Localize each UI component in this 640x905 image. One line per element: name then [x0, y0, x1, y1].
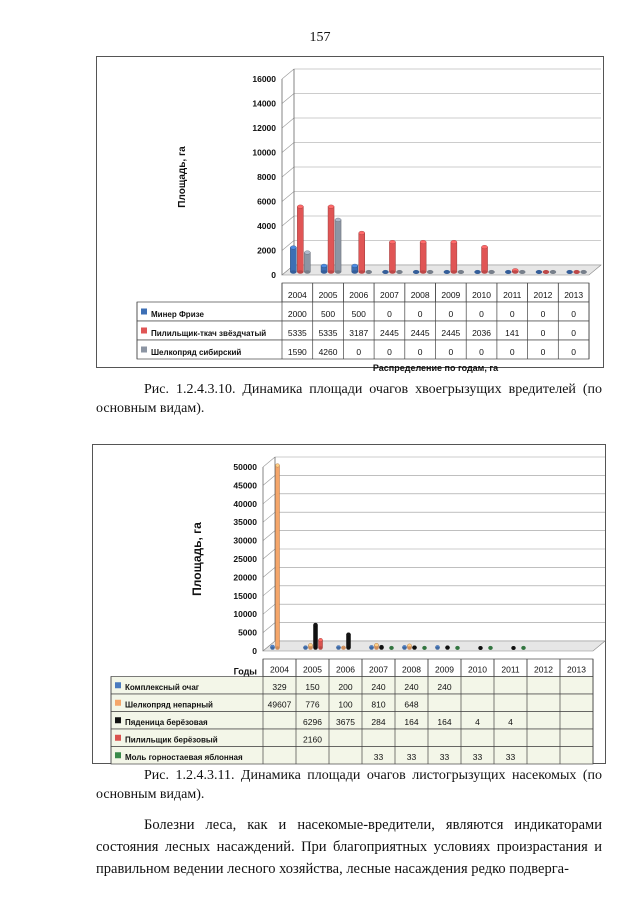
legend-label: Шелкопряд непарный	[125, 700, 213, 710]
table-cell: 0	[509, 309, 515, 319]
table-cell: 33	[472, 752, 483, 762]
bar-base	[396, 270, 402, 274]
y-tick-label: 16000	[252, 74, 276, 84]
bar-top	[451, 240, 457, 244]
y-tick-label: 12000	[252, 123, 276, 133]
table-cell: 648	[404, 699, 419, 710]
bar-top	[335, 218, 341, 222]
bar-top	[328, 205, 334, 209]
table-cell: 3187	[349, 328, 369, 338]
gridline-depth	[263, 567, 275, 577]
bar-base	[581, 270, 587, 274]
figure1-caption-text: Рис. 1.2.4.3.10. Динамика площади очагов хвоегрызущих вредителей (по основным видам).	[96, 382, 602, 416]
x-category-label: 2013	[567, 664, 586, 675]
x-category-label: 2009	[441, 290, 461, 300]
table-cell: 33	[505, 752, 516, 762]
table-cell: 0	[387, 347, 392, 357]
x-category-label: 2010	[468, 664, 487, 675]
bar-base	[482, 270, 488, 274]
bar-top	[297, 205, 303, 209]
table-cell: 0	[540, 347, 546, 357]
bar-base	[423, 646, 427, 650]
table-cell: 240	[404, 682, 419, 692]
table-cell: 2160	[303, 734, 322, 745]
x-category-label: 2013	[564, 290, 584, 300]
bar-base	[512, 270, 518, 274]
bar-base	[276, 646, 280, 650]
x-category-label: 2012	[534, 664, 553, 675]
legend-swatch	[115, 717, 121, 723]
table-cell: 0	[356, 347, 362, 357]
gridline-depth	[263, 549, 275, 559]
bar-base	[370, 646, 374, 650]
x-category-label: 2007	[379, 290, 399, 300]
gridline-depth	[263, 457, 275, 467]
bar-top	[352, 264, 358, 268]
table-cell: 0	[387, 309, 392, 319]
table-cell: 284	[371, 717, 386, 727]
y-tick-label: 6000	[257, 196, 276, 207]
y-tick-label: 35000	[233, 517, 257, 528]
bar-top	[290, 246, 296, 250]
figure1-caption	[96, 380, 602, 418]
table-cell: 0	[417, 347, 423, 357]
y-tick-label: 2000	[257, 245, 276, 256]
bar-base	[413, 270, 419, 274]
table-cell: 4260	[318, 347, 338, 357]
table-cell: 6296	[303, 717, 322, 727]
legend-label: Шелкопряд сибирский	[151, 348, 242, 357]
table-cell: 49607	[267, 699, 292, 710]
table-cell: 0	[417, 309, 423, 319]
bar-base	[359, 270, 365, 274]
bar-base	[446, 646, 450, 650]
bar-top	[319, 638, 323, 642]
gridline-depth	[263, 586, 275, 596]
y-tick-label: 15000	[233, 590, 257, 601]
x-category-label: 2006	[349, 290, 369, 300]
bar-base	[382, 270, 388, 274]
legend-label: Минер Фризе	[151, 310, 204, 319]
page-number: 157	[309, 30, 331, 45]
table-cell: 3675	[336, 717, 355, 727]
x-category-label: 2011	[501, 664, 520, 675]
y-axis-title: Площадь, га	[190, 522, 204, 596]
y-tick-label: 5000	[238, 627, 257, 638]
table-cell: 141	[505, 328, 520, 338]
x-category-label: 2009	[435, 664, 454, 675]
table-cell: 100	[338, 699, 353, 710]
bar-base	[489, 270, 495, 274]
x-axis-title: Годы	[233, 666, 257, 677]
table-cell: 329	[272, 682, 287, 692]
bar-base	[321, 270, 327, 274]
table-cell: 0	[448, 309, 454, 319]
bar-top	[359, 231, 365, 235]
y-tick-label: 50000	[233, 462, 257, 472]
table-cell: 2445	[379, 328, 399, 338]
table-cell: 240	[437, 682, 452, 692]
legend-swatch	[141, 309, 147, 315]
bar-base	[543, 270, 549, 274]
bar-base	[342, 646, 346, 650]
bar-base	[413, 646, 417, 650]
table-cell: 4	[475, 717, 480, 727]
x-category-label: 2012	[533, 290, 553, 300]
x-category-label: 2004	[287, 290, 307, 300]
bar-top	[420, 240, 426, 244]
table-cell: 0	[571, 347, 577, 357]
y-tick-label: 0	[271, 270, 276, 280]
gridline-depth	[263, 494, 275, 504]
y-tick-label: 14000	[252, 98, 276, 109]
figure2-caption	[96, 766, 602, 804]
legend-swatch	[115, 700, 121, 706]
bar-top	[304, 251, 310, 255]
bar-base	[536, 270, 542, 274]
table-cell: 5335	[318, 328, 338, 338]
bar-base	[522, 646, 526, 650]
table-cell: 240	[371, 682, 386, 692]
bar-base	[304, 270, 310, 274]
gridline-depth	[263, 604, 275, 614]
table-cell: 776	[305, 699, 320, 710]
bar-base	[456, 646, 460, 650]
bar	[359, 233, 365, 272]
bar-base	[479, 646, 483, 650]
y-tick-label: 10000	[233, 609, 257, 620]
x-axis-title: Распределение по годам, га	[372, 363, 499, 373]
bar-base	[427, 270, 433, 274]
table-cell: 2445	[441, 328, 461, 338]
y-tick-label: 4000	[257, 221, 276, 231]
table-cell: 500	[320, 309, 336, 319]
table-cell: 0	[509, 347, 515, 357]
table-cell: 0	[479, 347, 484, 357]
y-tick-label: 10000	[252, 147, 276, 158]
bar	[389, 242, 395, 272]
table-cell: 0	[571, 309, 577, 319]
bar-base	[366, 270, 372, 274]
x-category-label: 2011	[503, 290, 522, 300]
table-cell: 2445	[410, 328, 430, 338]
x-category-label: 2004	[270, 664, 289, 675]
legend-label: Пяденица берёзовая	[125, 718, 208, 727]
gridline-depth	[282, 69, 294, 79]
table-cell: 810	[371, 699, 386, 710]
bar-base	[420, 270, 426, 274]
bar-top	[276, 464, 280, 468]
table-cell: 0	[479, 309, 484, 319]
table-cell: 0	[448, 347, 454, 357]
x-category-label: 2005	[303, 664, 322, 675]
y-tick-label: 40000	[233, 498, 257, 509]
gridline-depth	[282, 94, 294, 104]
table-cell: 164	[437, 717, 452, 727]
y-tick-label: 20000	[233, 572, 257, 583]
gridline-depth	[282, 167, 294, 177]
x-category-label: 2008	[402, 664, 421, 675]
x-category-label: 2006	[336, 664, 355, 675]
legend-label: Пилильщик-ткач звёздчатый	[151, 329, 267, 338]
legend-swatch	[115, 735, 121, 741]
body-paragraph-text: Болезни леса, как и насекомые-вредители, являются индикаторами состояния лесных насаждений. При благоприятных условиях произрастания и правильном ведении лесного хозяйства, лесные насаждения редко подверга-	[96, 817, 602, 877]
legend-swatch	[115, 682, 121, 688]
table-cell: 0	[540, 309, 546, 319]
table-cell: 2036	[472, 328, 492, 338]
table-cell: 1590	[287, 347, 307, 357]
bar-base	[319, 646, 323, 650]
table-cell: 33	[406, 752, 417, 762]
x-category-label: 2010	[472, 290, 492, 300]
bar-base	[444, 270, 450, 274]
bar-base	[347, 646, 351, 650]
bar-base	[297, 270, 303, 274]
bar-base	[314, 646, 318, 650]
table-cell: 0	[540, 328, 546, 338]
table-cell: 0	[571, 328, 577, 338]
bar	[482, 247, 488, 272]
table-cell: 164	[404, 717, 419, 727]
table-cell: 2000	[287, 309, 307, 319]
bar-base	[271, 646, 275, 650]
table-cell: 200	[338, 682, 353, 692]
bar-base	[458, 270, 464, 274]
y-tick-label: 0	[252, 646, 257, 656]
legend-label: Комплексный очаг	[125, 683, 200, 692]
gridline-depth	[263, 531, 275, 541]
bar-base	[337, 646, 341, 650]
bar-base	[519, 270, 525, 274]
legend-swatch	[141, 347, 147, 353]
bar	[290, 248, 296, 273]
y-tick-label: 45000	[233, 480, 257, 491]
bar-base	[380, 646, 384, 650]
table-cell: 4	[508, 717, 513, 727]
bar	[304, 253, 310, 272]
y-tick-label: 25000	[233, 554, 257, 564]
gridline-depth	[282, 143, 294, 153]
bar-base	[375, 646, 379, 650]
bar-base	[567, 270, 573, 274]
figure2-chart	[92, 444, 606, 764]
bar-top	[314, 623, 318, 627]
gridline-depth	[282, 118, 294, 128]
bar	[297, 207, 303, 272]
bar	[276, 465, 280, 648]
bar-base	[290, 270, 296, 274]
bar-base	[390, 646, 394, 650]
bar	[420, 242, 426, 272]
bar-base	[436, 646, 440, 650]
table-cell: 500	[351, 309, 366, 319]
bar-base	[335, 270, 341, 274]
bar-base	[309, 646, 313, 650]
figure1-svg	[97, 57, 603, 373]
table-cell: 33	[373, 752, 384, 762]
bar-base	[505, 270, 511, 274]
bar-base	[304, 646, 308, 650]
bar	[335, 220, 341, 272]
body-paragraph	[96, 814, 602, 880]
bar-base	[489, 646, 493, 650]
table-cell: 33	[439, 752, 450, 762]
bar-base	[328, 270, 334, 274]
bar-base	[451, 270, 457, 274]
gridline-depth	[282, 216, 294, 226]
bar-base	[389, 270, 395, 274]
legend-label: Пилильщик берёзовый	[125, 735, 218, 745]
legend-swatch	[115, 752, 121, 758]
bar-top	[321, 264, 327, 268]
x-category-label: 2005	[318, 290, 338, 300]
figure2-svg	[93, 445, 605, 763]
gridline-depth	[282, 192, 294, 202]
bar-base	[512, 646, 516, 650]
bar-top	[347, 633, 351, 637]
bar	[347, 634, 351, 648]
bar-base	[475, 270, 481, 274]
bar-base	[574, 270, 580, 274]
figure2-caption-text: Рис. 1.2.4.3.11. Динамика площади очагов листогрызущих насекомых (по основным видам).	[96, 768, 602, 802]
x-category-label: 2008	[410, 290, 430, 300]
figure1-chart	[96, 56, 604, 373]
y-tick-label: 30000	[233, 535, 257, 546]
bar-top	[482, 245, 488, 249]
bar-base	[408, 646, 412, 650]
y-axis-title: Площадь, га	[177, 146, 188, 208]
gridline-depth	[263, 623, 275, 633]
bar	[314, 625, 318, 648]
bar-top	[389, 240, 395, 244]
table-cell: 150	[305, 682, 320, 692]
bar	[451, 242, 457, 272]
legend-label: Моль горностаевая яблонная	[125, 753, 243, 762]
gridline-depth	[263, 475, 275, 485]
bar	[328, 207, 334, 272]
x-category-label: 2007	[369, 664, 388, 675]
bar-base	[550, 270, 556, 274]
y-tick-label: 8000	[257, 172, 276, 182]
legend-swatch	[141, 328, 147, 334]
table-cell: 5335	[287, 328, 307, 338]
gridline-depth	[263, 512, 275, 522]
bar-base	[352, 270, 358, 274]
bar-base	[403, 646, 407, 650]
